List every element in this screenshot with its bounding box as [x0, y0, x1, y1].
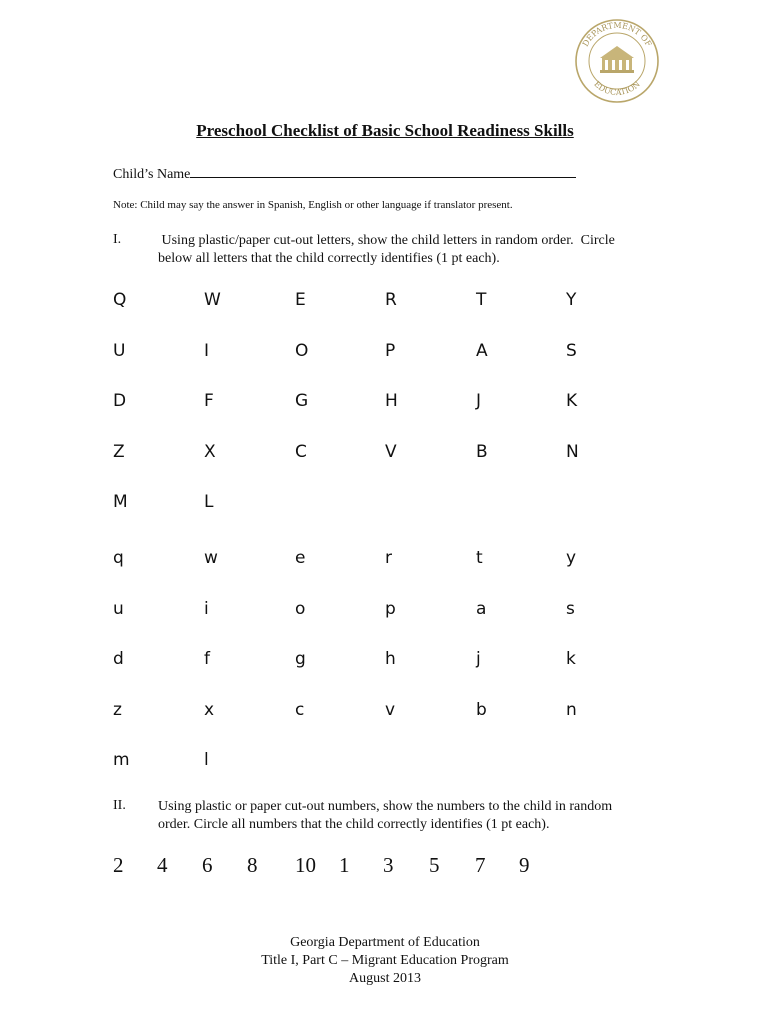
number-item: 10 — [295, 853, 316, 877]
uppercase-letter: O — [295, 340, 309, 361]
number-item: 3 — [383, 853, 394, 877]
uppercase-letter: F — [204, 391, 214, 411]
uppercase-letter: E — [295, 290, 306, 310]
svg-text:DEPARTMENT OF: DEPARTMENT OF — [580, 20, 654, 49]
uppercase-letter: T — [476, 290, 487, 310]
uppercase-letter: L — [204, 492, 214, 512]
lowercase-letter: n — [566, 699, 577, 720]
section-2-instructions-line-2: order. Circle all numbers that the child correctly identifies (1 pt each). — [158, 817, 550, 832]
lowercase-letter: q — [113, 548, 124, 568]
uppercase-letter: W — [204, 290, 221, 310]
uppercase-letter: M — [113, 492, 128, 512]
section-1-instructions — [158, 232, 658, 268]
uppercase-letter: B — [476, 441, 488, 462]
number-item: 2 — [113, 853, 124, 877]
uppercase-letter: H — [385, 391, 398, 411]
lowercase-letter: a — [476, 598, 487, 619]
lowercase-letter: c — [295, 699, 305, 720]
number-item: 1 — [339, 853, 350, 877]
uppercase-letter: G — [295, 391, 309, 411]
lowercase-letter: j — [476, 649, 481, 669]
section-2-instructions — [158, 798, 658, 834]
number-item: 8 — [247, 853, 258, 877]
lowercase-letter: b — [476, 699, 487, 720]
lowercase-letter: i — [204, 598, 209, 619]
lowercase-letter: v — [385, 699, 396, 720]
lowercase-letter: h — [385, 649, 396, 669]
lowercase-letter: g — [295, 649, 306, 669]
uppercase-letter: C — [295, 441, 307, 462]
child-name-blank-line — [190, 164, 576, 178]
document-title: Preschool Checklist of Basic School Readiness Skills — [196, 121, 574, 140]
lowercase-letter: p — [385, 598, 396, 619]
child-name-label: Child’s Name — [113, 167, 191, 182]
number-item: 9 — [519, 853, 530, 877]
uppercase-letter: Q — [113, 290, 127, 310]
department-seal-logo — [574, 18, 660, 104]
lowercase-letter: z — [113, 699, 122, 720]
uppercase-letter: Z — [113, 441, 125, 462]
lowercase-letter: s — [566, 598, 575, 619]
uppercase-letter: J — [476, 391, 482, 411]
lowercase-letter: u — [113, 598, 124, 619]
section-2-instructions-line-1: Using plastic or paper cut-out numbers, show the numbers to the child in random — [158, 799, 613, 814]
section-1-instructions-line-1: Using plastic/paper cut-out letters, show the child letters in random order. Circle — [158, 233, 615, 248]
translator-note: Note: Child may say the answer in Spanish, English or other language if translator present. — [113, 199, 513, 211]
footer — [0, 934, 770, 988]
number-item: 6 — [202, 853, 213, 877]
uppercase-letter: U — [113, 340, 126, 361]
uppercase-letter: K — [566, 391, 578, 411]
lowercase-letter: f — [204, 649, 210, 669]
uppercase-letter: N — [566, 441, 579, 462]
uppercase-letter: D — [113, 391, 127, 411]
number-item: 5 — [429, 853, 440, 877]
footer-line-3: August 2013 — [349, 971, 421, 986]
lowercase-letter: w — [204, 548, 218, 568]
lowercase-letter: l — [204, 750, 209, 770]
uppercase-letter: A — [476, 340, 488, 361]
uppercase-letter: V — [385, 441, 397, 462]
lowercase-letter: t — [476, 548, 483, 568]
uppercase-letter: S — [566, 340, 577, 361]
uppercase-letter: Y — [566, 290, 577, 310]
lowercase-letter: m — [113, 750, 130, 770]
lowercase-letter: k — [566, 649, 576, 669]
section-1-number: I. — [113, 232, 122, 247]
lowercase-letter: x — [204, 699, 215, 720]
lowercase-letter: o — [295, 598, 306, 619]
lowercase-letter: d — [113, 649, 124, 669]
child-name-field — [113, 164, 576, 183]
number-item: 4 — [157, 853, 168, 877]
lowercase-letter: e — [295, 548, 306, 568]
footer-line-2: Title I, Part C – Migrant Education Program — [261, 953, 509, 968]
section-2-number: II. — [113, 798, 126, 813]
lowercase-letter: y — [566, 548, 577, 568]
uppercase-letter: I — [204, 340, 210, 361]
uppercase-letter: R — [385, 290, 397, 310]
footer-line-1: Georgia Department of Education — [290, 935, 480, 950]
svg-text:EDUCATION: EDUCATION — [592, 79, 642, 98]
uppercase-letter: P — [385, 340, 396, 361]
uppercase-letter: X — [204, 441, 216, 462]
number-item: 7 — [475, 853, 486, 877]
section-1-instructions-line-2: below all letters that the child correctly identifies (1 pt each). — [158, 251, 500, 266]
lowercase-letter: r — [385, 548, 392, 568]
